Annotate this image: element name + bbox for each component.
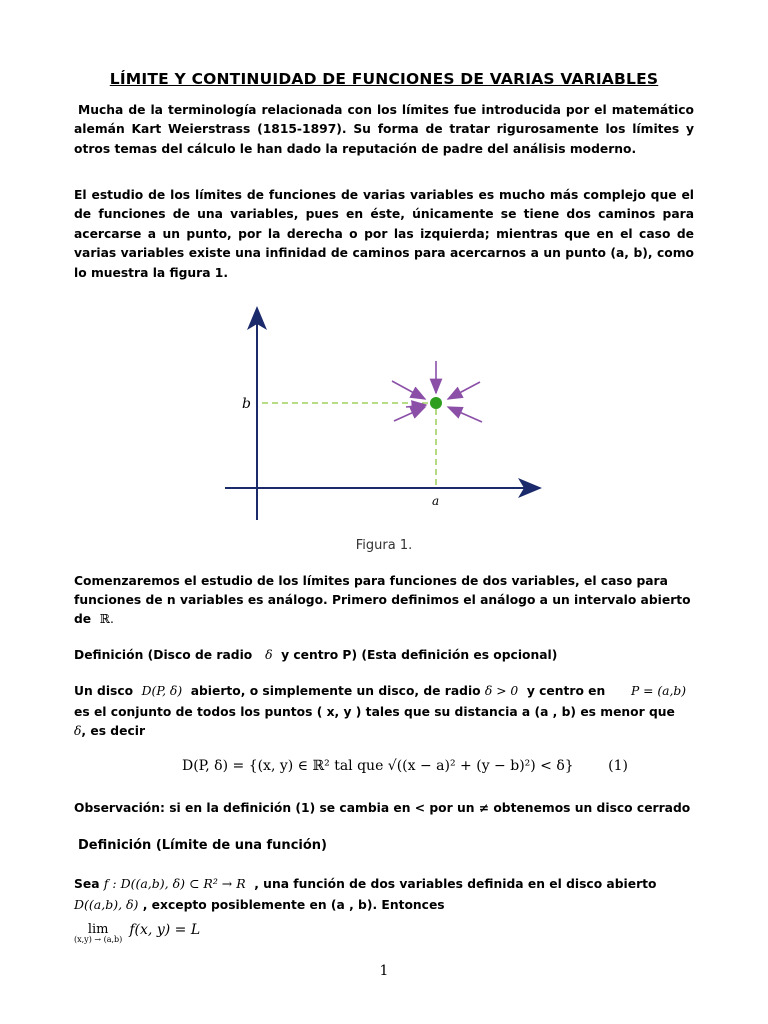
disc-line-2: es el conjunto de todos los puntos ( x, y ) tales que su distancia a (a , b) es menor que [74,705,675,719]
observation-line: Observación: si en la definición (1) se cambia en < por un ≠ obtenemos un disco cerrado [74,801,691,815]
paragraph-limits-complexity: El estudio de los límites de funciones de varias variables es mucho más complejo que el de funciones de una variables, pues en éste, únicamente se tiene dos caminos para acercarse a un punto, por la derecha o por las izquierda; mientras que en el caso de varias variables existe una infinidad de caminos para acercarnos a un punto (a, b), como lo muestra la figura 1. [74,188,694,280]
label-a: a [432,494,440,508]
page-title: LÍMITE Y CONTINUIDAD DE FUNCIONES DE VARIAS VARIABLES [109,70,659,88]
delta-positive: δ > 0 [484,684,519,698]
disc-line-3 [74,724,145,738]
sea-line-1 [74,876,656,891]
def1-pre: Definición (Disco de radio [74,648,253,662]
center-point: P = (a,b) [630,684,687,698]
sea-line-2 [74,897,445,912]
delta-symbol-2: δ [74,724,82,738]
text-de: de [74,612,92,626]
disc-l1-b: abierto, o simplemente un disco, de radio [190,684,481,698]
limit-expression [74,922,200,944]
disc-notation: D(P, δ) [141,684,183,698]
arrow-lower-left [394,407,425,421]
disc-domain: D((a,b), δ) [74,897,139,912]
function-definition: f : D((a,b), δ) ⊂ R² → R [103,876,246,891]
paragraph-intro: Mucha de la terminología relacionada con los límites fue introducida por el matemático alemán Kart Weierstrass (1815-1897). Su forma de tratar rigurosamente los límites y otros temas del cálculo le han dado la reputación de padre del análisis moderno. [74,103,694,156]
disc-l1-a: Un disco [74,684,134,698]
sea-post: , una función de dos variables definida en el disco abierto [254,877,657,891]
delta-symbol: δ [265,648,273,662]
def1-post: y centro P) (Esta definición es opcional) [281,648,558,662]
equation-body: D(P, δ) = {(x, y) ∈ ℝ² tal que √((x − a)² + (y − b)²) < δ} [182,758,574,774]
definition-disc-heading [74,648,557,662]
arrow-upper-right [448,382,480,399]
sea-pre: Sea [74,877,100,891]
lim-word: lim [87,922,109,937]
sea-l2-text: , excepto posiblemente en (a , b). Entonces [142,898,445,912]
page-number: 1 [379,963,389,979]
disc-line-1 [74,684,694,698]
paragraph-start-line-2: funciones de n variables es análogo. Primero definimos el análogo a un intervalo abierto [74,593,691,607]
paragraph-start-line-3 [74,612,114,626]
disc-l1-c: y centro en [526,684,606,698]
equation-1 [182,758,628,774]
equation-number: (1) [608,758,628,774]
lim-subscript: (x,y) → (a,b) [74,935,123,944]
arrow-lower-right [448,407,482,422]
arrow-short-left [406,405,426,407]
real-numbers-symbol: ℝ. [99,612,114,626]
point-a-b [430,397,442,409]
definition-limit-heading: Definición (Límite de una función) [78,838,327,853]
paragraph-start-line-1: Comenzaremos el estudio de los límites para funciones de dos variables, el caso para [74,574,668,588]
figure-1-diagram [220,305,550,535]
figure-caption: Figura 1. [355,538,413,553]
disc-l3-text: , es decir [81,724,146,738]
arrow-upper-left [392,381,425,399]
label-b: b [242,396,251,412]
lim-expression: f(x, y) = L [129,922,201,938]
